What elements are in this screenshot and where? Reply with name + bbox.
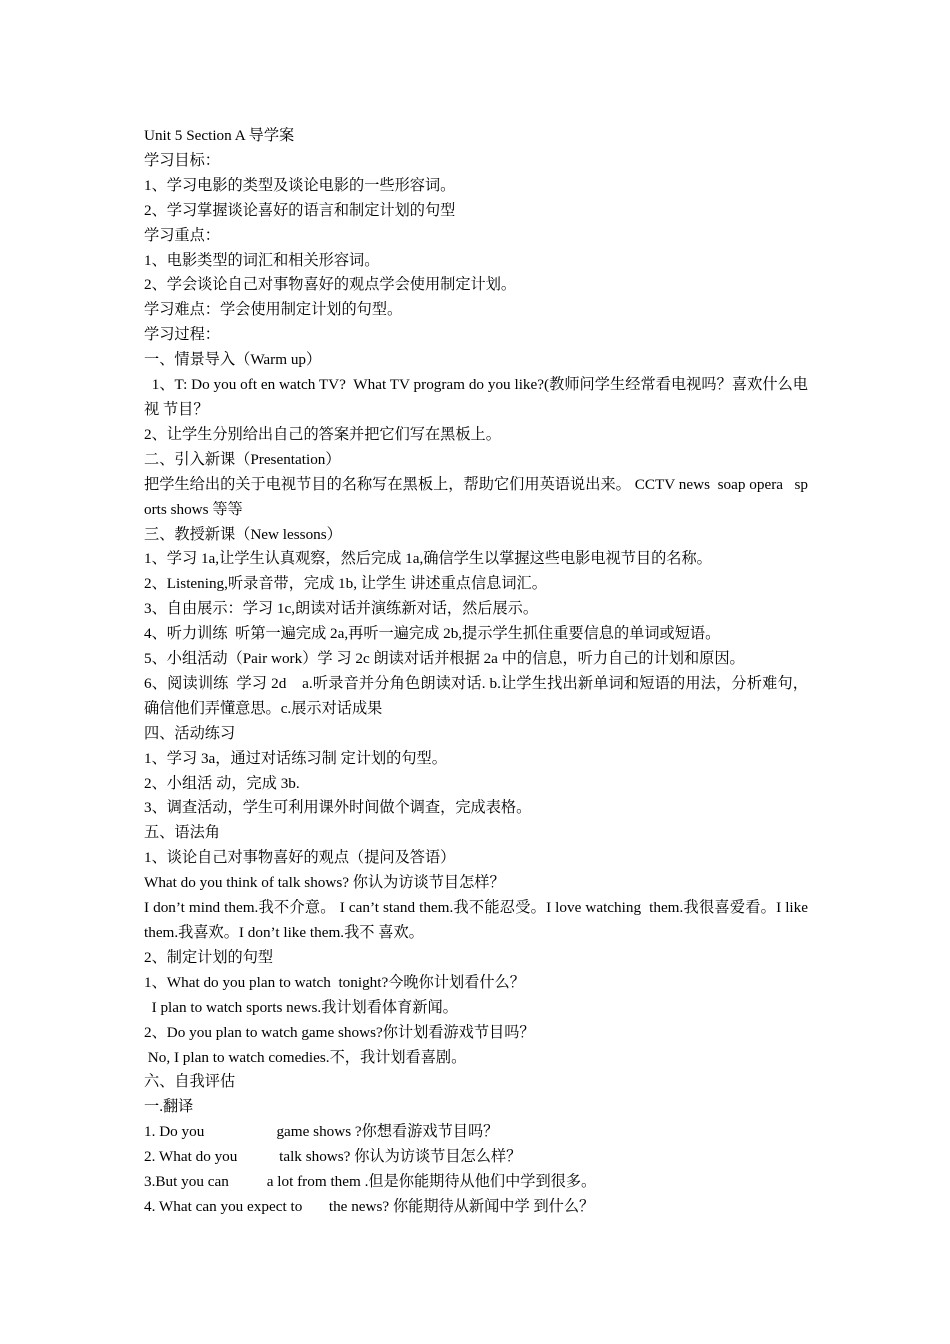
paragraph: No, I plan to watch comedies.不，我计划看喜剧。 [144,1048,467,1066]
section-heading-difficulty: 学习难点：学会使用制定计划的句型。 [144,301,403,319]
document-title: Unit 5 Section A 导学案 [144,127,295,144]
paragraph: I plan to watch sports news.我计划看体育新闻。 [144,998,458,1016]
step-heading-self-assessment: 六、自我评估 [144,1073,236,1091]
paragraph: 2、Listening,听录音带，完成 1b, 让学生 讲述重点信息词汇。 [144,575,547,593]
section-heading-key-points: 学习重点： [144,226,220,244]
exercise-item: 2. What do you talk shows? 你认为访谈节目怎么样？ [144,1148,522,1166]
paragraph: 6、阅读训练 学习 2d a.听录音并分角色朗读对话. b.让学生找出新单词和短语的用法，分析难句，确信他们弄懂意思。c.展示对话成果 [144,674,808,717]
step-heading-activities: 四、活动练习 [144,724,236,742]
paragraph: 1、谈论自己对事物喜好的观点（提问及答语） [144,849,456,867]
paragraph: 2、小组活 动，完成 3b. [144,774,300,792]
paragraph: 1、学习 3a，通过对话练习制 定计划的句型。 [144,749,447,767]
step-heading-grammar: 五、语法角 [144,824,220,842]
exercise-item: 1. Do you game shows ?你想看游戏节目吗？ [144,1123,499,1141]
step-heading-presentation: 二、引入新课（Presentation） [144,450,341,468]
exercise-item: 4. What can you expect to the news? 你能期待从新闻中学 到什么？ [144,1197,595,1215]
paragraph: 2、让学生分别给出自己的答案并把它们写在黑板上。 [144,425,501,443]
step-heading-new-lessons: 三、教授新课（New lessons） [144,525,342,543]
exercise-heading-translation: 一.翻译 [144,1098,194,1116]
document-page [144,124,812,1220]
paragraph: I don’t mind them.我不介意。 I can’t stand them.我不能忍受。I love watching them.我很喜爱看。I like them.我喜欢。I don’t like them.我不 喜欢。 [144,899,812,941]
paragraph: What do you think of talk shows? 你认为访谈节目怎样？ [144,874,505,892]
paragraph: 2、Do you plan to watch game shows?你计划看游戏节目吗？ [144,1023,535,1041]
paragraph: 1、T: Do you oft en watch TV? What TV program do you like?(教师问学生经常看电视吗？喜欢什么电视 节目？ [144,376,808,418]
paragraph: 1、学习 1a,让学生认真观察，然后完成 1a,确信学生以掌握这些电影电视节目的名称。 [144,550,712,568]
paragraph: 3、自由展示：学习 1c,朗读对话并演练新对话，然后展示。 [144,600,539,618]
step-heading-warm-up: 一、情景导入（Warm up） [144,351,322,369]
paragraph: 把学生给出的关于电视节目的名称写在黑板上，帮助它们用英语说出来。 CCTV news soap opera sports shows 等等 [144,475,808,518]
objective-item: 2、学习掌握谈论喜好的语言和制定计划的句型 [144,201,456,219]
objective-item: 1、学习电影的类型及谈论电影的一些形容词。 [144,176,456,194]
key-point-item: 1、电影类型的词汇和相关形容词。 [144,251,380,269]
paragraph: 4、听力训练 听第一遍完成 2a,再听一遍完成 2b,提示学生抓住重要信息的单词或短语。 [144,625,721,643]
key-point-item: 2、学会谈论自己对事物喜好的观点学会使用制定计划。 [144,276,517,294]
section-heading-process: 学习过程： [144,326,220,344]
exercise-item: 3.But you can a lot from them .但是你能期待从他们中学到很多。 [144,1173,597,1191]
paragraph: 1、What do you plan to watch tonight?今晚你计划看什么？ [144,973,525,991]
paragraph: 3、调查活动，学生可利用课外时间做个调查，完成表格。 [144,799,532,817]
paragraph: 5、小组活动（Pair work）学 习 2c 朗读对话并根据 2a 中的信息，听力自己的计划和原因。 [144,650,745,668]
paragraph: 2、制定计划的句型 [144,948,274,966]
section-heading-objectives: 学习目标： [144,151,220,169]
